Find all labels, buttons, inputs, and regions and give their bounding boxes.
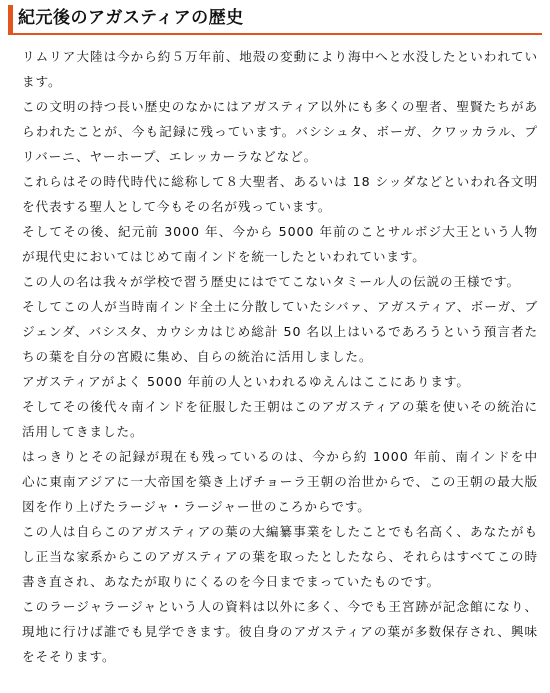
paragraph-sarboji-king: そしてその後、紀元前 3000 年、今から 5000 年前のことサルボジ大王という人物が現代史においてはじめて南インドを統一したといわれています。 xyxy=(22,224,538,264)
heading-accent-bar xyxy=(8,5,13,33)
paragraph-chola-dynasty: はっきりとその記録が現在も残っているのは、今から約 1000 年前、南インドを中心に東南アジアに一大帝国を築き上げチョーラ王朝の治世からで、この王朝の最大版図を作り上げたラージャ・ラージャー世のころからです。 xyxy=(22,449,538,514)
paragraph-eight-sages: これらはその時代時代に総称して８大聖者、あるいは 18 シッダなどといわれ各文明を代表する聖人として今もその名が残っています。 xyxy=(22,174,538,214)
paragraph-5000-years: アガスティアがよく 5000 年前の人といわれるゆえんはここにあります。 xyxy=(22,374,470,389)
section-heading xyxy=(8,5,542,35)
paragraph-dynasties: そしてその後代々南インドを征服した王朝はこのアガスティアの葉を使いその統治に活用してきました。 xyxy=(22,399,538,439)
paragraph-raja-raja: このラージャラージャという人の資料は以外に多く、今でも王宮跡が記念館になり、現地に行けば誰でも見学できます。彼自身のアガスティアの葉が多数保存され、興味をそそります。 xyxy=(22,599,538,664)
section-title: 紀元後のアガスティアの歴史 xyxy=(18,8,244,28)
paragraph-palace-collection: そしてこの人が当時南インド全土に分散していたシバァ、アガスティア、ボーガ、ブジェンダ、バシスタ、カウシカはじめ総計 50 名以上はいるであろうという預言者たちの葉を自分の宮殿に集め、自らの統治に活用しました。 xyxy=(22,299,538,364)
paragraph-tamil-legend: この人の名は我々が学校で習う歴史にはでてこないタミール人の伝説の王様です。 xyxy=(22,274,521,289)
paragraph-sages: この文明の持つ長い歴史のなかにはアガスティア以外にも多くの聖者、聖賢たちがあらわれたことが、今も記録に残っています。バシシュタ、ボーガ、クワッカラル、プリバーニ、ヤーホープ、エレッカーラなどなど。 xyxy=(22,99,538,164)
paragraph-submergence: リムリア大陸は今から約５万年前、地殻の変動により海中へと水没したといわれています。 xyxy=(22,49,538,89)
article-body xyxy=(8,35,542,669)
paragraph-compilation: この人は自らこのアガスティアの葉の大編纂事業をしたことでも名高く、あなたがもし正当な家系からこのアガスティアの葉を取ったとしたなら、それらはすべてこの時書き直され、あなたが取りにくるのを今日までまっていたものです。 xyxy=(22,524,538,589)
